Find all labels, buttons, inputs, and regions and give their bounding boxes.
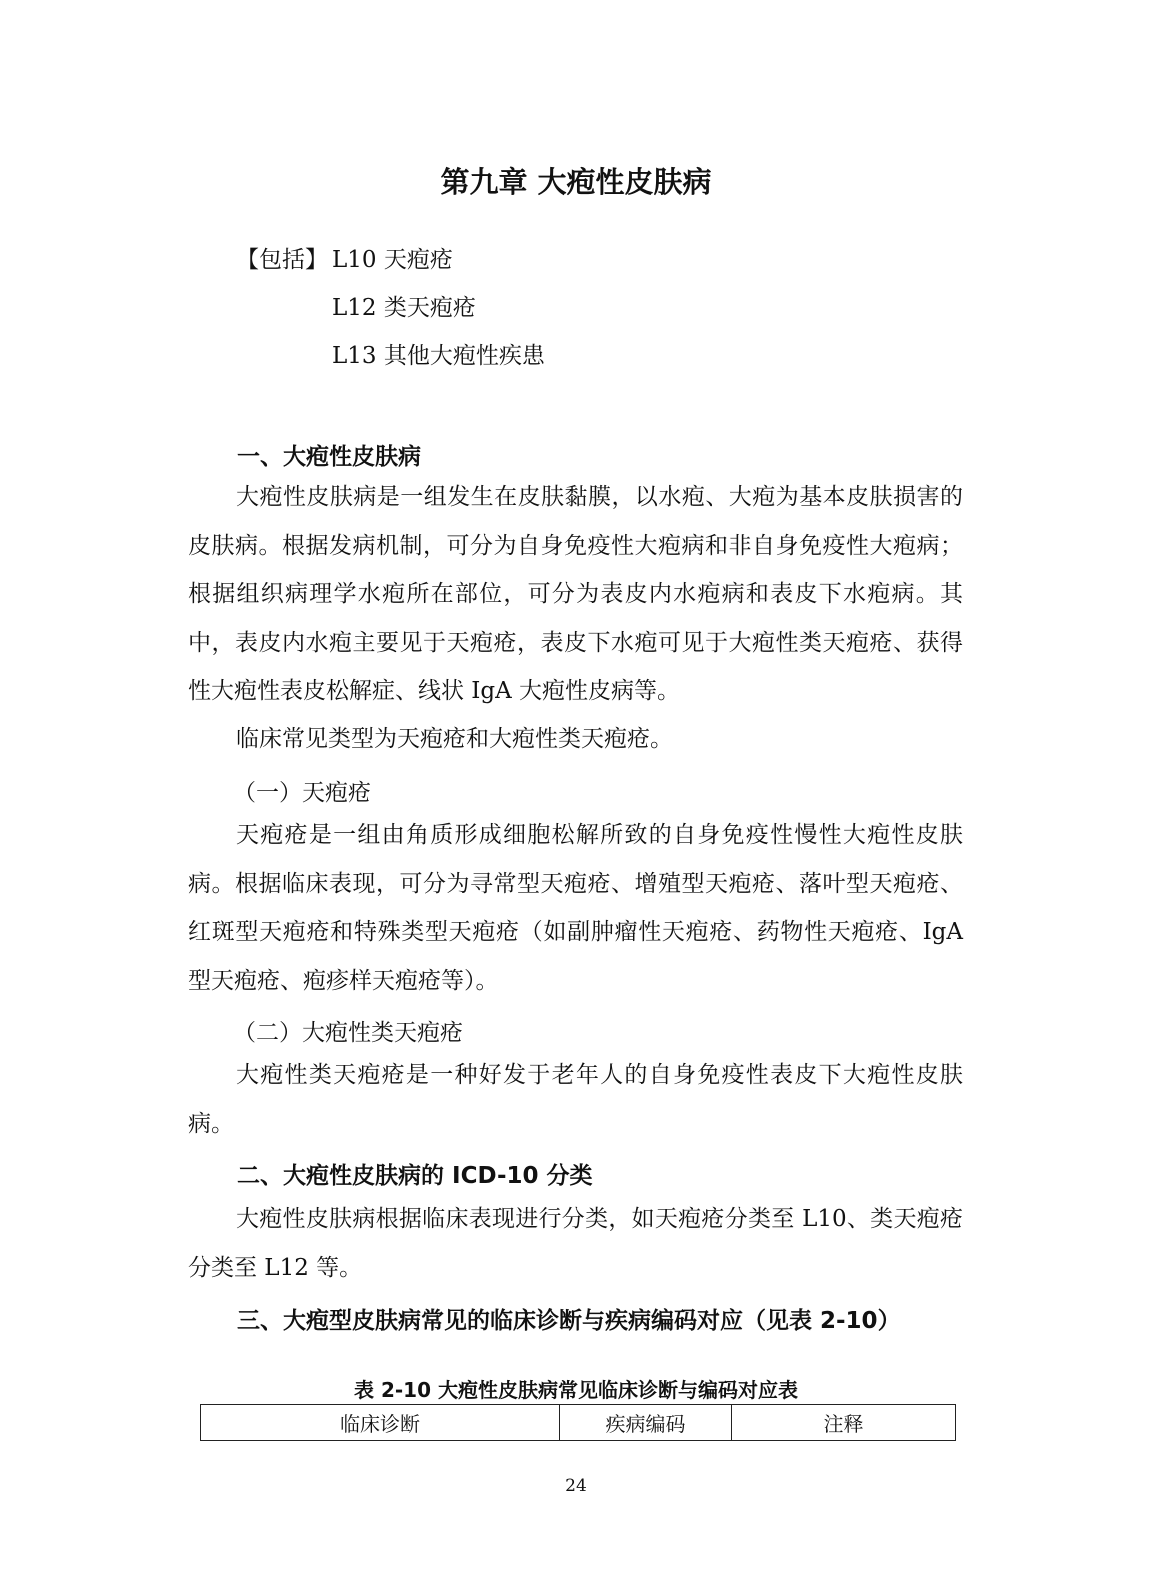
includes-item-l10: L10 天疱疮 [332, 247, 453, 273]
col-disease-code: 疾病编码 [560, 1405, 732, 1441]
subsection-pemphigus-text: 天疱疮是一组由角质形成细胞松解所致的自身免疫性慢性大疱性皮肤病。根据临床表现，可分为寻常型天疱疮、增殖型天疱疮、落叶型天疱疮、红斑型天疱疮和特殊类型天疱疮（如副肿瘤性天疱疮、药物性天疱疮、IgA 型天疱疮、疱疹样天疱疮等）。 [188, 822, 963, 994]
diagnosis-code-table [200, 1404, 956, 1441]
col-clinical-diagnosis: 临床诊断 [201, 1405, 560, 1441]
chapter-title: 第九章 大疱性皮肤病 [440, 165, 712, 199]
subsection-pemphigus-heading: （一）天疱疮 [233, 780, 371, 806]
subsection-pemphigoid-text: 大疱性类天疱疮是一种好发于老年人的自身免疫性表皮下大疱性皮肤病。 [188, 1062, 963, 1137]
section1-heading: 一、大疱性皮肤病 [237, 444, 421, 470]
includes-item-l13: L13 其他大疱性疾患 [332, 343, 545, 369]
section1-common-types: 临床常见类型为天疱疮和大疱性类天疱疮。 [236, 726, 673, 752]
table-caption: 表 2-10 大疱性皮肤病常见临床诊断与编码对应表 [354, 1378, 798, 1402]
page-number: 24 [565, 1476, 587, 1496]
section2-heading: 二、大疱性皮肤病的 ICD-10 分类 [237, 1163, 593, 1189]
includes-item-l12: L12 类天疱疮 [332, 295, 476, 321]
subsection-pemphigoid-heading: （二）大疱性类天疱疮 [233, 1020, 463, 1046]
section1-paragraph: 大疱性皮肤病是一组发生在皮肤黏膜，以水疱、大疱为基本皮肤损害的皮肤病。根据发病机制，可分为自身免疫性大疱病和非自身免疫性大疱病；根据组织病理学水疱所在部位，可分为表皮内水疱病和表皮下水疱病。其中，表皮内水疱主要见于天疱疮，表皮下水疱可见于大疱性类天疱疮、获得性大疱性表皮松解症、线状 IgA 大疱性皮病等。 [188, 484, 963, 704]
includes-label: 【包括】 [236, 247, 328, 273]
section2-paragraph: 大疱性皮肤病根据临床表现进行分类，如天疱疮分类至 L10、类天疱疮分类至 L12 等。 [188, 1206, 963, 1281]
section3-heading: 三、大疱型皮肤病常见的临床诊断与疾病编码对应（见表 2-10） [237, 1308, 901, 1334]
col-notes: 注释 [732, 1405, 956, 1441]
table-header-row [201, 1405, 956, 1441]
